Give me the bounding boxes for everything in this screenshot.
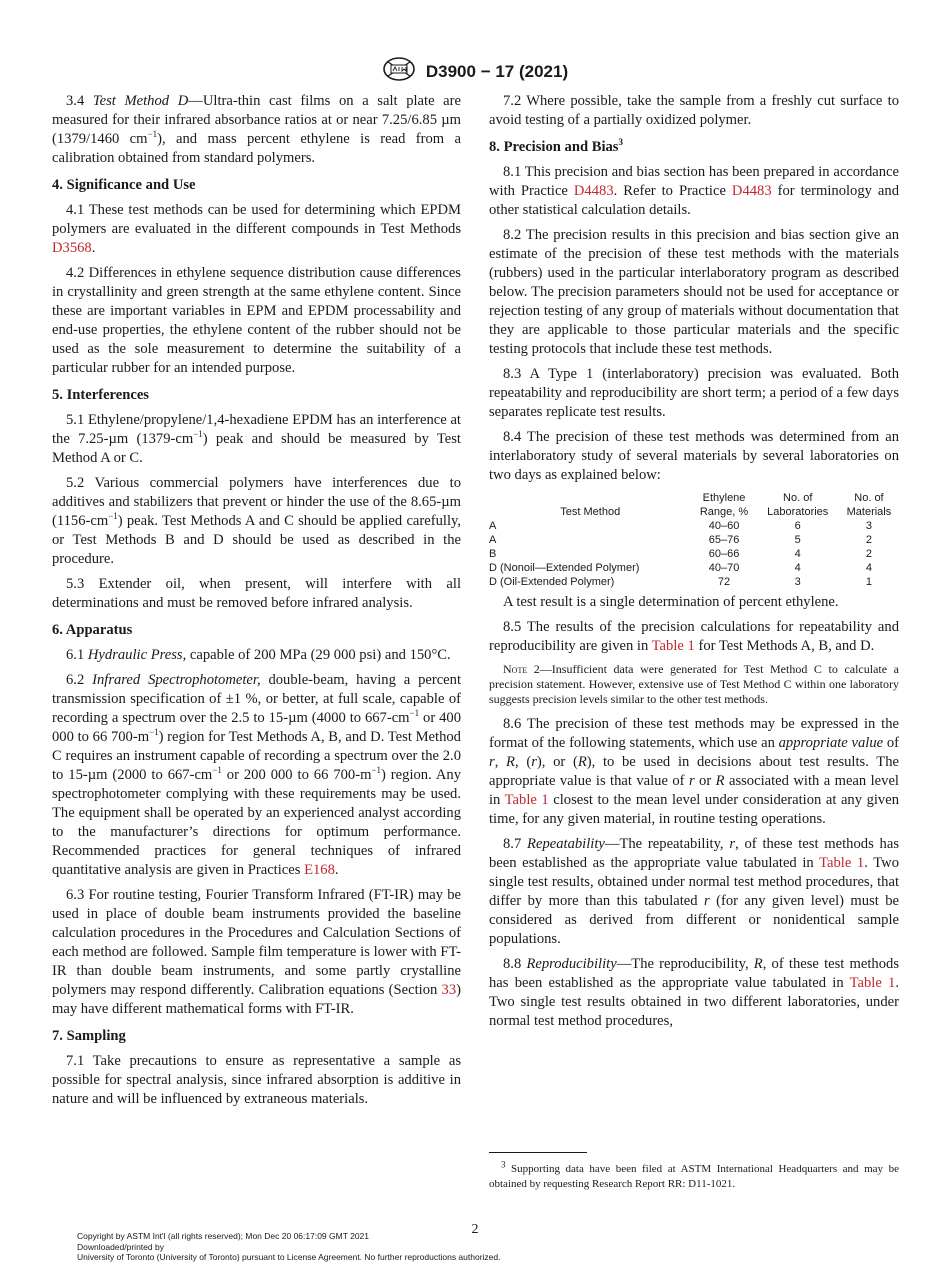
left-column: [52, 92, 461, 1115]
paragraph-5-1: 5.1 Ethylene/propylene/1,4-hexadiene EPDM has an interference at the 7.25-µm $(1379-cm^{-1})$ peak and should be measured by Test Method A or C.: [52, 412, 461, 466]
copyright-notice: Copyright by ASTM Int'l (all rights reserved); Mon Dec 20 06:17:09 GMT 2021 Downloaded/printed by University of Toronto (University of Toronto) pursuant to License Agreement. No further reproductions authorized.: [77, 1231, 501, 1262]
table-header: No. of Laboratories: [767, 492, 829, 518]
paragraph-8-7: 8.7 Repeatability—The repeatability, r, of these test methods has been established as the appropriate value tabulated in Table 1. Two single test results, obtained under normal test method procedures, that differ by more than this tabulated r (for any given level) must be considered as derived from different or nonidentical sample populations.: [489, 836, 900, 947]
paragraph-6-3: 6.3 For routine testing, Fourier Transform Infrared (FT-IR) may be used in place of double beam instruments provided the baseline calculation procedures in the Procedures and Calculation Sections of each method are followed. Sample film temperature is lower with FT-IR than double beam instruments, and some partly crystalline polymers may respond differently. Calibration equations (Section 33) may have different mathematical forms with FT-IR.: [52, 887, 461, 1017]
paragraph-8-8: 8.8 Reproducibility—The reproducibility, R, of these test methods has been established as the appropriate value tabulated in Table 1. Two single test results obtained in two different laboratories, under normal test method procedures,: [489, 956, 900, 1029]
table-header: No. of Materials: [846, 492, 892, 518]
table-header-row: [489, 491, 899, 519]
link-table-1[interactable]: Table 1: [651, 638, 695, 654]
table-cell: D (Oil-Extended Polymer): [489, 576, 615, 588]
page-header: [0, 56, 950, 87]
table-cell: 2: [865, 548, 872, 560]
paragraph-5-3: 5.3 Extender oil, when present, will interfere with all determinations and must be removed before infrared analysis.: [52, 576, 461, 611]
table-cell: 2: [865, 534, 872, 546]
link-e168[interactable]: E168: [304, 862, 335, 878]
paragraph-8-2: 8.2 The precision results in this precision and bias section give an estimate of the precision of these test methods with the materials (rubbers) used in the particular interlaboratory program as described below. The precision parameters should not be used for acceptance or rejection testing of any group of materials without documentation that they are applicable to those particular materials and the specific testing protocols that include these test methods.: [489, 227, 899, 357]
section-heading: 7. Sampling: [52, 1028, 126, 1044]
astm-logo-icon: [382, 56, 416, 87]
link-table-1[interactable]: Table 1: [849, 975, 896, 991]
table-cell: 4: [794, 548, 801, 560]
table-cell: A: [489, 520, 497, 532]
test-result-definition: A test result is a single determination of percent ethylene.: [503, 594, 839, 610]
section-heading: 6. Apparatus: [52, 622, 133, 638]
link-d3568[interactable]: D3568: [52, 240, 92, 256]
link-d4483[interactable]: D4483: [573, 183, 614, 199]
document-designation: D3900 − 17 (2021): [425, 61, 569, 81]
table-header: Ethylene Range, %: [699, 492, 749, 518]
section-heading: 4. Significance and Use: [52, 177, 196, 193]
table-row: [489, 533, 899, 547]
precision-program-table: [489, 491, 899, 589]
table-cell: 65–76: [708, 534, 740, 546]
paragraph-5-2: 5.2 Various commercial polymers have interferences due to additives and stabilizers that prevent or hinder the use of the 8.65-µm $(1156-cm^{-1})$ peak. Test Methods A and C should be applied carefully, or Test Methods B and D should be used as described in the procedure.: [52, 475, 461, 567]
table-cell: 3: [794, 576, 801, 588]
link-table-1[interactable]: Table 1: [819, 855, 865, 871]
paragraph-3-4: 3.4 Test Method D—Ultra-thin cast films on a salt plate are measured for their infrared absorbance ratios at or near 7.25/6.85 µm (1379/1460 $cm^{-1}$), and mass percent ethylene is read from a calibration obtained from standard polymers.: [52, 93, 462, 166]
page-number: 2: [471, 1222, 479, 1237]
footnote-divider: [489, 1152, 587, 1153]
paragraph-4-2: 4.2 Differences in ethylene sequence distribution cause differences in crystallinity and green strength at the same ethylene content. Since these are important variables in EPM and EPDM processability and end-use properties, the ethylene content of the rubber should not be used as the sole measurement to determine the suitability of a particular rubber for an intended purpose.: [52, 265, 461, 376]
paragraph-6-2: 6.2 Infrared Spectrophotometer, double-beam, having a percent transmission specification of ±1 %, or better, at full scale, capable of recording a spectrum over the 2.5 to 15-µm (4000 to $667-cm^{-1}$ or 400 000 to 66 $700-m^{-1}$) region for Test Methods A, B, and D. Test Method C requires an instrument capable of recording a spectrum over the 2.0 to 15-µm (2000 to $667-cm^{-1}$ or 200 000 to 66 $700-m^{-1}$) region. Any spectrophotometer complying with these requirements may be used. The equipment shall be operated by an experienced analyst according to the manufacturer’s directions for optimum performance. Recommended practices for general techniques of infrared quantitative analysis are given in Practices E168.: [52, 672, 462, 878]
table-row: [489, 519, 899, 533]
paragraph-6-1: 6.1 Hydraulic Press, capable of 200 MPa (29 000 psi) and 150°C.: [66, 647, 451, 663]
paragraph-7-2: 7.2 Where possible, take the sample from a freshly cut surface to avoid testing of a partially oxidized polymer.: [489, 93, 899, 128]
table-cell: 4: [865, 562, 872, 574]
paragraph-8-5: 8.5 The results of the precision calculations for repeatability and reproducibility are given in Table 1 for Test Methods A, B, and D.: [489, 619, 899, 654]
paragraph-8-3: 8.3 A Type 1 (interlaboratory) precision was evaluated. Both repeatability and reproducibility are short term; a period of a few days separates replicate test results.: [489, 366, 899, 420]
table-cell: 72: [717, 576, 731, 588]
table-header: Test Method: [560, 506, 621, 518]
link-table-1[interactable]: Table 1: [504, 792, 549, 808]
table-cell: 1: [865, 576, 872, 588]
right-column: [489, 92, 899, 1037]
section-heading: 5. Interferences: [52, 387, 149, 403]
paragraph-8-6: 8.6 The precision of these test methods may be expressed in the format of the following statements, which use an appropriate value of r, R, (r), or (R), to be used in decisions about test results. The appropriate value is that value of r or R associated with a mean level in Table 1 closest to the mean level under consideration at any given time, for any given material, in routine testing operations.: [489, 716, 899, 827]
table-row: [489, 547, 899, 561]
table-cell: D (Nonoil—Extended Polymer): [489, 562, 640, 574]
table-cell: 5: [794, 534, 801, 546]
table-cell: 60–66: [708, 548, 740, 560]
footnote-3: $^3$ Supporting data have been filed at ASTM International Headquarters and may be obtained by requesting Research Report RR: D11-1021.: [489, 1159, 899, 1190]
table-cell: 40–60: [708, 520, 740, 532]
table-cell: 4: [794, 562, 801, 574]
table-row: [489, 575, 899, 589]
note-2: Note 2—Insufficient data were generated for Test Method C to calculate a precision statement. However, extensive use of Test Method C within one laboratory suggests precision levels similar to the other test methods.: [489, 662, 899, 706]
table-cell: B: [489, 548, 497, 560]
table-cell: 3: [865, 520, 872, 532]
table-cell: 40–70: [708, 562, 740, 574]
table-cell: 6: [794, 520, 801, 532]
paragraph-8-1: 8.1 This precision and bias section has been prepared in accordance with Practice D4483. Refer to Practice D4483 for terminology and other statistical calculation details.: [489, 164, 899, 218]
table-cell: A: [489, 534, 497, 546]
paragraph-4-1: 4.1 These test methods can be used for determining which EPDM polymers are evaluated in the different compounds in Test Methods D3568.: [52, 202, 461, 256]
link-section-33[interactable]: 33: [441, 982, 457, 998]
paragraph-8-4: 8.4 The precision of these test methods was determined from an interlaboratory study of several materials by several laboratories on two days as explained below:: [489, 429, 899, 483]
paragraph-7-1: 7.1 Take precautions to ensure as representative a sample as possible for spectral analysis, since infrared absorption is additive in nature and will be influenced by extraneous materials.: [52, 1053, 461, 1107]
link-d4483[interactable]: D4483: [731, 183, 772, 199]
table-row: [489, 561, 899, 575]
section-heading: 8. Precision and Bias$^3$: [489, 137, 623, 155]
